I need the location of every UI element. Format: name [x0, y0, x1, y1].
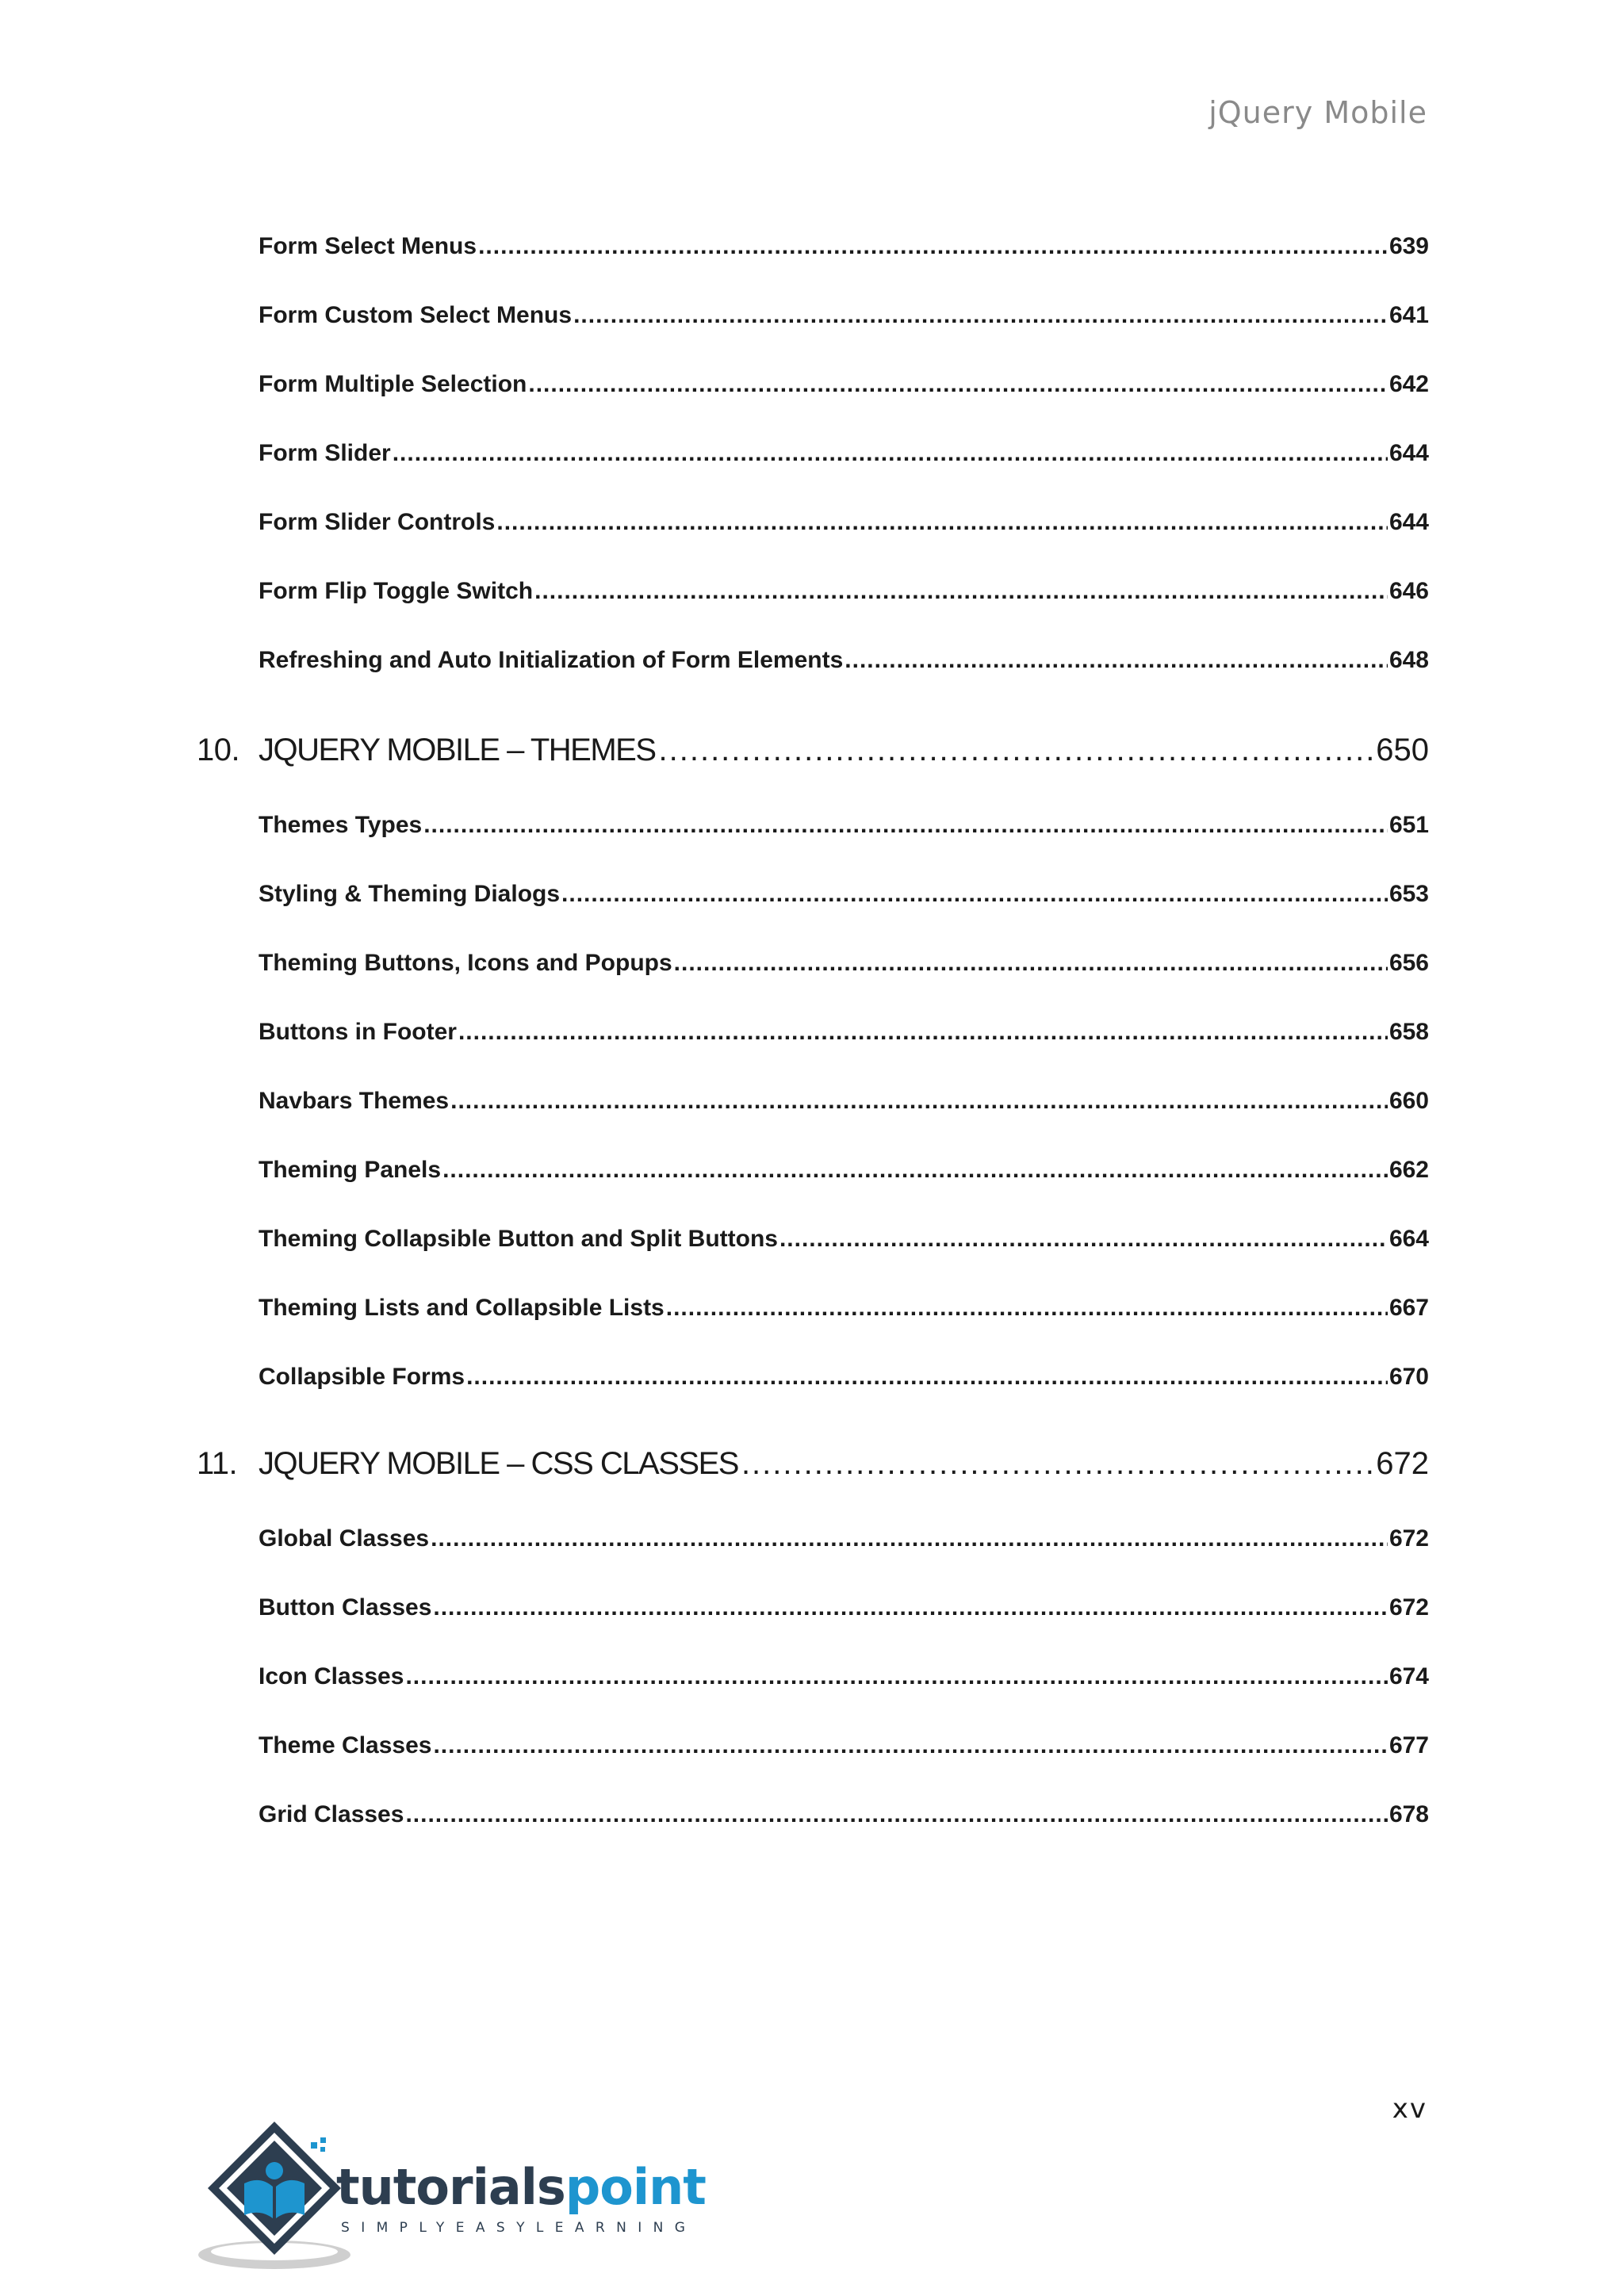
toc-entry[interactable] — [259, 1732, 1429, 1759]
toc-entry-label: Refreshing and Auto Initialization of Form Elements — [259, 647, 844, 673]
toc-entry-label: Form Multiple Selection — [259, 371, 527, 397]
leader-dots — [466, 1364, 1388, 1391]
leader-dots — [659, 733, 1373, 768]
toc-entry-label: Theme Classes — [259, 1732, 432, 1758]
leader-dots — [534, 578, 1388, 605]
toc-entry-label: Form Flip Toggle Switch — [259, 578, 534, 604]
toc-entry[interactable] — [259, 950, 1429, 977]
toc-entry-page: 664 — [1388, 1226, 1429, 1252]
toc-entry-label: Theming Lists and Collapsible Lists — [259, 1295, 665, 1321]
toc-entry-label: Navbars Themes — [259, 1088, 450, 1114]
toc-entry[interactable] — [259, 578, 1429, 605]
toc-entry-page: 653 — [1388, 881, 1429, 907]
chapter-page: 650 — [1376, 733, 1429, 767]
toc-entry-label: Button Classes — [259, 1594, 432, 1621]
leader-dots — [845, 647, 1388, 674]
toc-entry-label: Global Classes — [259, 1525, 430, 1552]
leader-dots — [528, 371, 1388, 398]
toc-entry-page: 670 — [1388, 1364, 1429, 1390]
toc-entry[interactable] — [259, 371, 1429, 398]
toc-entry[interactable] — [259, 812, 1429, 839]
chapter-title: JQUERY MOBILE – CSS CLASSES — [259, 1446, 738, 1481]
page-number: xv — [1392, 2093, 1427, 2125]
leader-dots — [666, 1295, 1388, 1322]
toc-entry[interactable] — [259, 1663, 1429, 1690]
running-header: jQuery Mobile — [1208, 95, 1427, 130]
toc-entry[interactable] — [259, 509, 1429, 536]
leader-dots — [741, 1446, 1373, 1482]
toc-entry[interactable] — [259, 233, 1429, 260]
toc-entry[interactable] — [259, 1088, 1429, 1115]
leader-dots — [674, 950, 1388, 977]
toc-entry[interactable] — [259, 440, 1429, 467]
logo-tagline: SIMPLYEASYLEARNING — [341, 2220, 697, 2236]
leader-dots — [433, 1594, 1388, 1621]
toc-entry-label: Styling & Theming Dialogs — [259, 881, 561, 907]
leader-dots — [450, 1088, 1388, 1115]
toc-entry-page: 656 — [1388, 950, 1429, 976]
toc-entry-page: 646 — [1388, 578, 1429, 604]
toc-entry-page: 644 — [1388, 440, 1429, 466]
leader-dots — [405, 1663, 1388, 1690]
toc-entry-page: 667 — [1388, 1295, 1429, 1321]
chapter-title: JQUERY MOBILE – THEMES — [259, 733, 656, 767]
leader-dots — [573, 302, 1388, 329]
toc-entry-page: 660 — [1388, 1088, 1429, 1114]
toc-entry-page: 651 — [1388, 812, 1429, 838]
leader-dots — [478, 233, 1388, 260]
leader-dots — [431, 1525, 1388, 1552]
leader-dots — [458, 1019, 1388, 1046]
chapter-page: 672 — [1376, 1446, 1429, 1481]
toc-entry-page: 677 — [1388, 1732, 1429, 1758]
leader-dots — [442, 1157, 1388, 1184]
toc-entry[interactable] — [259, 1364, 1429, 1391]
toc-entry[interactable] — [259, 302, 1429, 329]
toc-entry[interactable] — [259, 1226, 1429, 1253]
leader-dots — [496, 509, 1388, 536]
leader-dots — [561, 881, 1388, 908]
toc-entry-page: 641 — [1388, 302, 1429, 328]
toc-entry-page: 642 — [1388, 371, 1429, 397]
leader-dots — [433, 1732, 1387, 1759]
toc-entry-page: 674 — [1388, 1663, 1429, 1689]
toc-entry-page: 648 — [1388, 647, 1429, 673]
toc-entry-label: Icon Classes — [259, 1663, 404, 1689]
toc-entry-label: Collapsible Forms — [259, 1364, 465, 1390]
toc-entry[interactable] — [259, 1019, 1429, 1046]
leader-dots — [779, 1226, 1388, 1253]
toc-entry[interactable] — [259, 881, 1429, 908]
toc-entry-page: 678 — [1388, 1801, 1429, 1827]
toc-entry-label: Buttons in Footer — [259, 1019, 457, 1045]
toc-entry-page: 672 — [1388, 1525, 1429, 1552]
toc-entry[interactable] — [259, 1525, 1429, 1552]
toc-entry-label: Theming Buttons, Icons and Popups — [259, 950, 672, 976]
toc-entry[interactable] — [259, 1594, 1429, 1621]
toc-entry-page: 662 — [1388, 1157, 1429, 1183]
tutorialspoint-logo — [195, 2115, 706, 2274]
toc-entry-page: 658 — [1388, 1019, 1429, 1045]
toc-entry-page: 672 — [1388, 1594, 1429, 1621]
toc-entry-label: Grid Classes — [259, 1801, 404, 1827]
chapter-number: 11. — [197, 1446, 238, 1481]
leader-dots — [423, 812, 1388, 839]
toc-entry[interactable] — [259, 1157, 1429, 1184]
leader-dots — [405, 1801, 1388, 1828]
toc-entry-page: 639 — [1388, 233, 1429, 259]
toc-chapter-10[interactable] — [197, 733, 1429, 768]
chapter-number: 10. — [197, 733, 240, 767]
toc-entry-label: Theming Collapsible Button and Split Buttons — [259, 1226, 778, 1252]
leader-dots — [393, 440, 1388, 467]
toc-chapter-11[interactable] — [197, 1446, 1429, 1482]
toc-entry-label: Form Select Menus — [259, 233, 477, 259]
logo-wordmark: tutorialspoint — [336, 2158, 706, 2216]
toc-entry-label: Themes Types — [259, 812, 423, 838]
toc-entry-label: Theming Panels — [259, 1157, 442, 1183]
toc-entry-label: Form Custom Select Menus — [259, 302, 573, 328]
toc-entry[interactable] — [259, 1295, 1429, 1322]
toc-entry-label: Form Slider Controls — [259, 509, 496, 535]
toc-entry[interactable] — [259, 647, 1429, 674]
toc-entry[interactable] — [259, 1801, 1429, 1828]
toc-entry-page: 644 — [1388, 509, 1429, 535]
toc-entry-label: Form Slider — [259, 440, 391, 466]
